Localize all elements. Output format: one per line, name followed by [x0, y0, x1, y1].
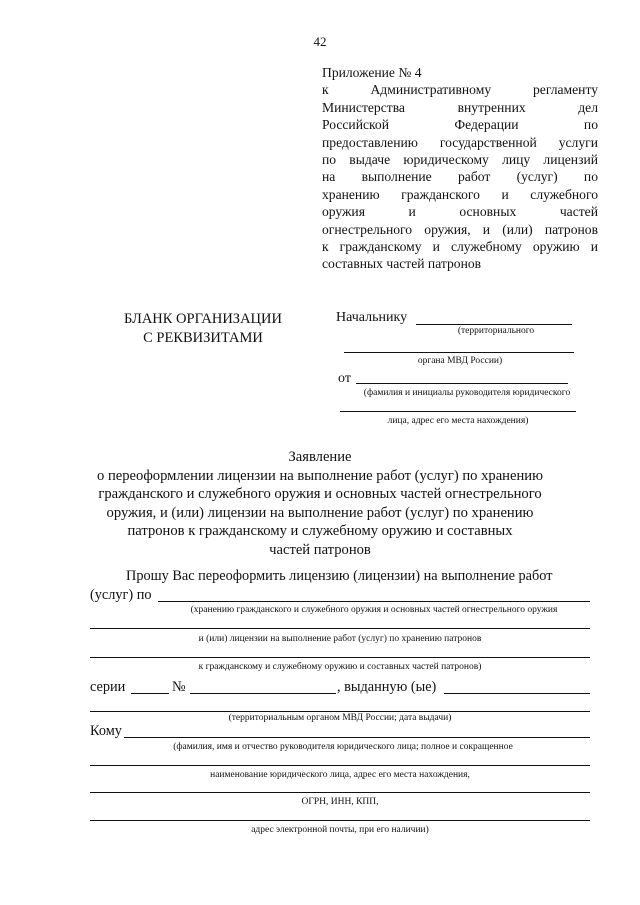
storage-caption: (хранению гражданского и служебного оружия и основных частей огнестрельного оружия [190, 605, 558, 615]
appendix-line: к Административному регламенту [322, 82, 598, 98]
request-text: Прошу Вас переоформить лицензию (лицензии) на выполнение работ [126, 568, 553, 584]
series-field[interactable] [131, 693, 169, 694]
appendix-line: Министерства внутренних дел [322, 99, 598, 115]
sender-field[interactable] [356, 383, 568, 384]
sender-address-field[interactable] [340, 411, 576, 412]
to-label: Начальнику [336, 310, 408, 325]
appendix-line: огнестрельного оружия, и (или) патронов [322, 221, 598, 237]
title-line: оружия, и (или) лицензии на выполнение работ (услуг) по хранению [106, 504, 534, 521]
to-whom-field[interactable] [124, 737, 590, 738]
recipient-caption: (территориального [457, 326, 535, 336]
appendix-line: оружия и основных частей [322, 204, 598, 220]
title-line: частей патронов [269, 541, 371, 558]
services-field[interactable] [158, 601, 590, 602]
page-number: 42 [313, 34, 327, 49]
sender-address-caption: лица, адрес его места нахождения) [387, 416, 529, 426]
letterhead-line: БЛАНК ОРГАНИЗАЦИИ [124, 311, 282, 327]
appendix-line: предоставлению государственной услуги [322, 134, 598, 150]
issuer-field[interactable] [90, 711, 590, 712]
cartridges-field[interactable] [90, 657, 590, 658]
series-label: серии [90, 679, 126, 695]
sender-caption: (фамилия и инициалы руководителя юридического [363, 388, 571, 398]
email-field[interactable] [90, 820, 590, 821]
title-line: гражданского и служебного оружия и основных частей огнестрельного [98, 486, 542, 503]
to-whom-label: Кому [90, 723, 122, 739]
title-line: патронов к гражданскому и служебному оружию и составных [127, 523, 513, 540]
email-caption: адрес электронной почты, при его наличии) [251, 825, 429, 835]
number-field[interactable] [190, 693, 336, 694]
org-name-caption: наименование юридического лица, адрес его места нахождения, [210, 770, 470, 780]
license-caption: и (или) лицензии на выполнение работ (услуг) по хранению патронов [198, 634, 482, 644]
org-name-field[interactable] [90, 765, 590, 766]
cartridges-caption: к гражданскому и служебному оружию и составных частей патронов) [198, 662, 482, 672]
appendix-line: Российской Федерации по [322, 117, 598, 133]
from-label: от [338, 371, 351, 386]
issuer-caption: (территориальным органом МВД России; дата выдачи) [228, 713, 452, 723]
document-title [60, 448, 580, 560]
issued-label: , выданную (ые) [337, 679, 437, 695]
letterhead-line: С РЕКВИЗИТАМИ [143, 330, 263, 346]
appendix-line: хранению гражданского и служебного [322, 186, 598, 202]
organization-letterhead-placeholder [108, 310, 298, 348]
title-line: Заявление [288, 449, 352, 465]
appendix-header [322, 64, 598, 273]
appendix-line: к гражданскому и служебному оружию и [322, 238, 598, 254]
title-line: о переоформлении лицензии на выполнение работ (услуг) по хранению [97, 467, 543, 484]
org-ids-field[interactable] [90, 792, 590, 793]
head-caption: (фамилия, имя и отчество руководителя юридического лица; полное и сокращенное [173, 742, 513, 752]
recipient-organ-caption: органа МВД России) [417, 356, 503, 366]
appendix-line: Приложение № 4 [322, 65, 422, 80]
appendix-line: на выполнение работ (услуг) по [322, 169, 598, 185]
appendix-line: по выдаче юридическому лицу лицензий [322, 151, 598, 167]
org-ids-caption: ОГРН, ИНН, КПП, [301, 797, 379, 807]
recipient-name-field[interactable] [416, 324, 572, 325]
recipient-organ-field[interactable] [344, 352, 574, 353]
appendix-line: составных частей патронов [322, 256, 482, 272]
number-label: № [172, 679, 186, 695]
license-field[interactable] [90, 628, 590, 629]
issued-field[interactable] [444, 693, 590, 694]
services-label: (услуг) по [90, 587, 152, 603]
